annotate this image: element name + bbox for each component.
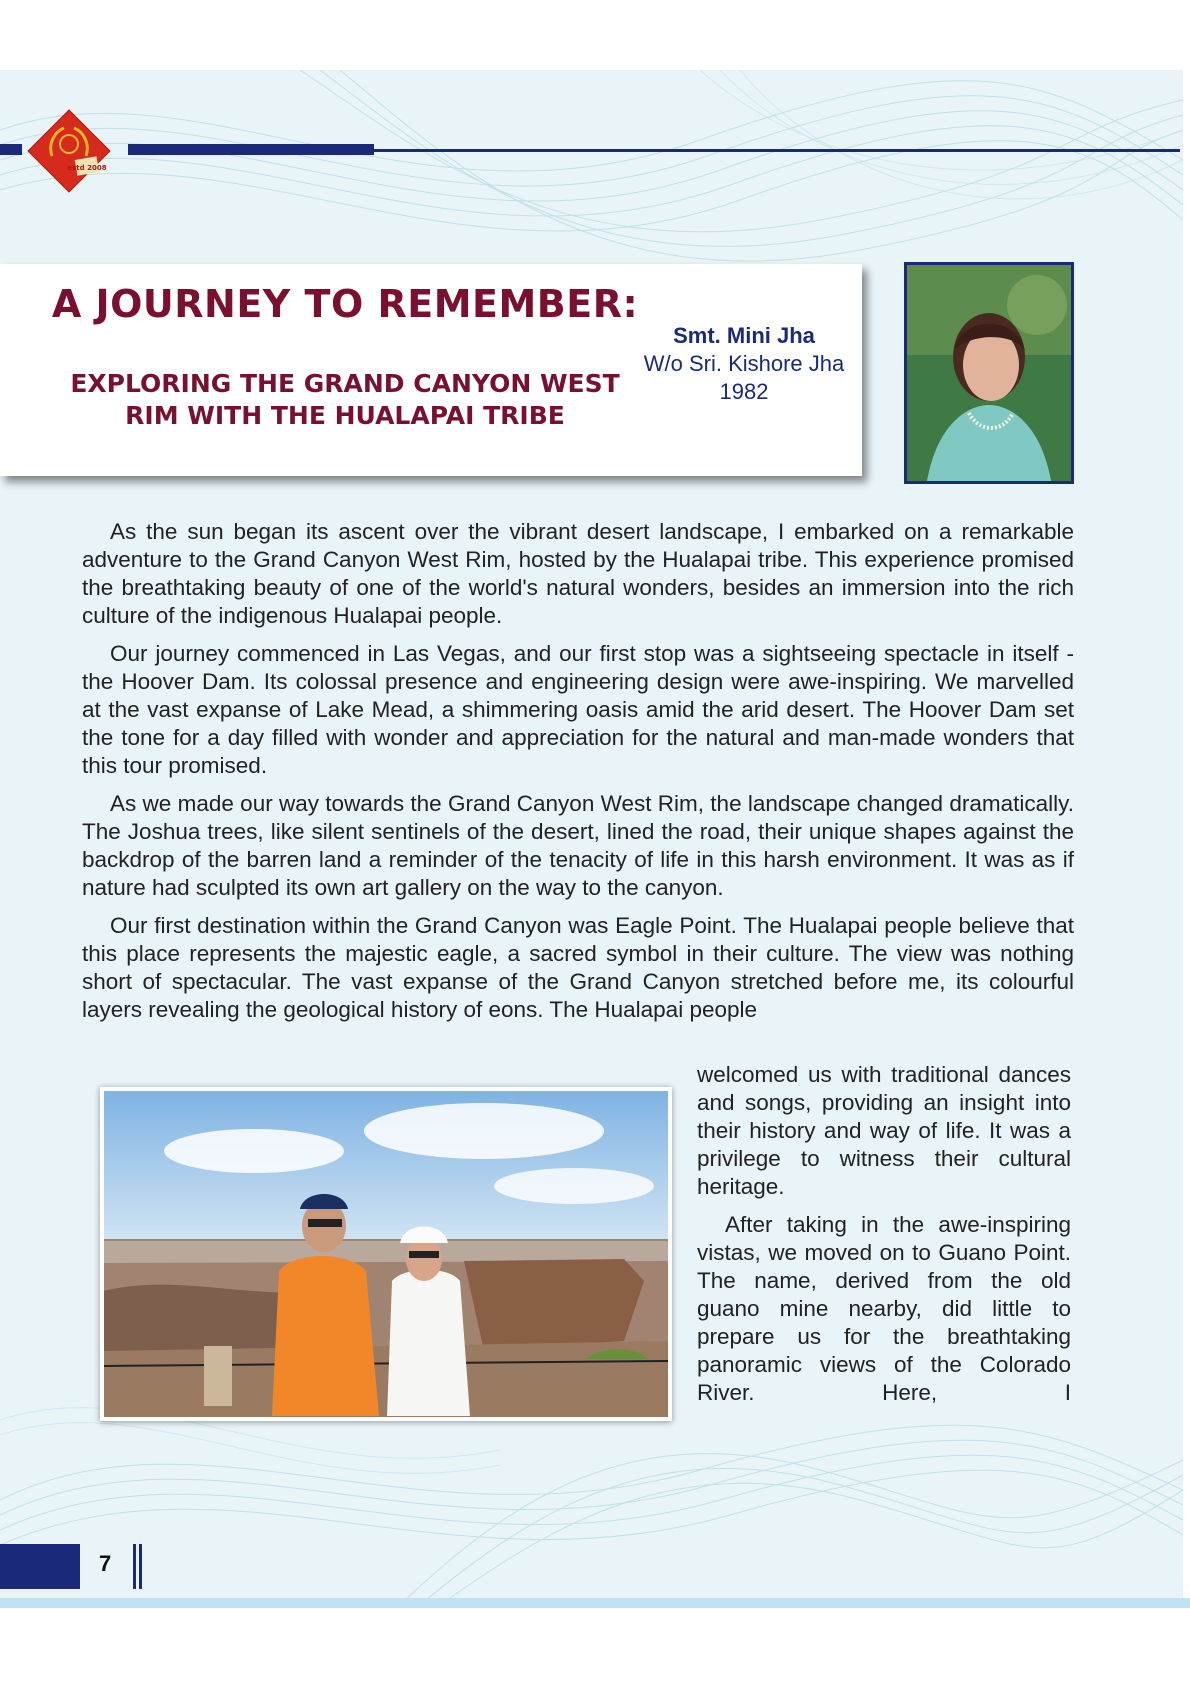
- author-name: Smt. Mini Jha: [673, 323, 815, 348]
- bottom-strip: [0, 1598, 1190, 1608]
- page-number-rule: [139, 1544, 142, 1589]
- author-portrait: [904, 262, 1074, 484]
- title-panel: [0, 264, 862, 476]
- article-body-continued: [697, 1061, 1071, 1417]
- canyon-photo-image: [104, 1091, 668, 1417]
- author-year: 1982: [719, 379, 769, 404]
- paragraph-2: Our journey commenced in Las Vegas, and our first stop was a sightseeing spectacle in itself - the Hoover Dam. Its colossal presence and engineering design were awe-inspiring. We marvelled at the vast expanse of Lake Mead, a shimmering oasis amid the arid desert. The Hoover Dam set the tone for a day filled with wonder and appreciation for the natural and man-made wonders that this tour promised.: [82, 641, 1074, 778]
- header-rule-left: [0, 144, 22, 155]
- article-body: [82, 518, 1074, 1034]
- association-emblem-icon: [26, 108, 112, 194]
- paragraph-3: As we made our way towards the Grand Canyon West Rim, the landscape changed dramatically. The Joshua trees, like silent sentinels of the desert, lined the road, their unique shapes against the backdrop of the barren land a reminder of the tenacity of life in this harsh environment. It was as if nature had sculpted its own art gallery on the way to the canyon.: [82, 791, 1074, 900]
- canyon-photo: [100, 1087, 672, 1421]
- page-number: 7: [99, 1551, 112, 1576]
- page-number-bar: [0, 1544, 80, 1589]
- article-title: A JOURNEY TO REMEMBER:: [51, 282, 639, 326]
- author-portrait-image: [907, 265, 1071, 481]
- paragraph-1: As the sun began its ascent over the vibrant desert landscape, I embarked on a remarkable adventure to the Grand Canyon West Rim, hosted by the Hualapai tribe. This experience promised the breathtaking beauty of one of the world's natural wonders, besides an immersion into the rich culture of the indigenous Hualapai people.: [82, 519, 1074, 628]
- author-block: [622, 322, 866, 406]
- header-rule-thick: [128, 144, 374, 155]
- header-rule-thin: [374, 149, 1180, 152]
- paragraph-4: Our first destination within the Grand Canyon was Eagle Point. The Hualapai people believe that this place represents the majestic eagle, a sacred symbol in their culture. The view was nothing short of spectacular. The vast expanse of the Grand Canyon stretched before me, its colourful layers revealing the geological history of eons. The Hualapai people: [82, 913, 1074, 1022]
- paragraph-5: After taking in the awe-inspiring vistas, we moved on to Guano Point. The name, derived from the old guano mine nearby, did little to prepare us for the breathtaking panoramic views of the Colorado River. Here, I: [697, 1212, 1071, 1405]
- page-number-rule: [133, 1544, 136, 1589]
- logo-text: estd 2008: [67, 164, 107, 172]
- article-subtitle: EXPLORING THE GRAND CANYON WEST RIM WITH THE HUALAPAI TRIBE: [70, 369, 620, 430]
- author-relation: W/o Sri. Kishore Jha: [643, 351, 845, 376]
- paragraph-4-continued: welcomed us with traditional dances and songs, providing an insight into their history and way of life. It was a privilege to witness their cultural heritage.: [697, 1062, 1071, 1199]
